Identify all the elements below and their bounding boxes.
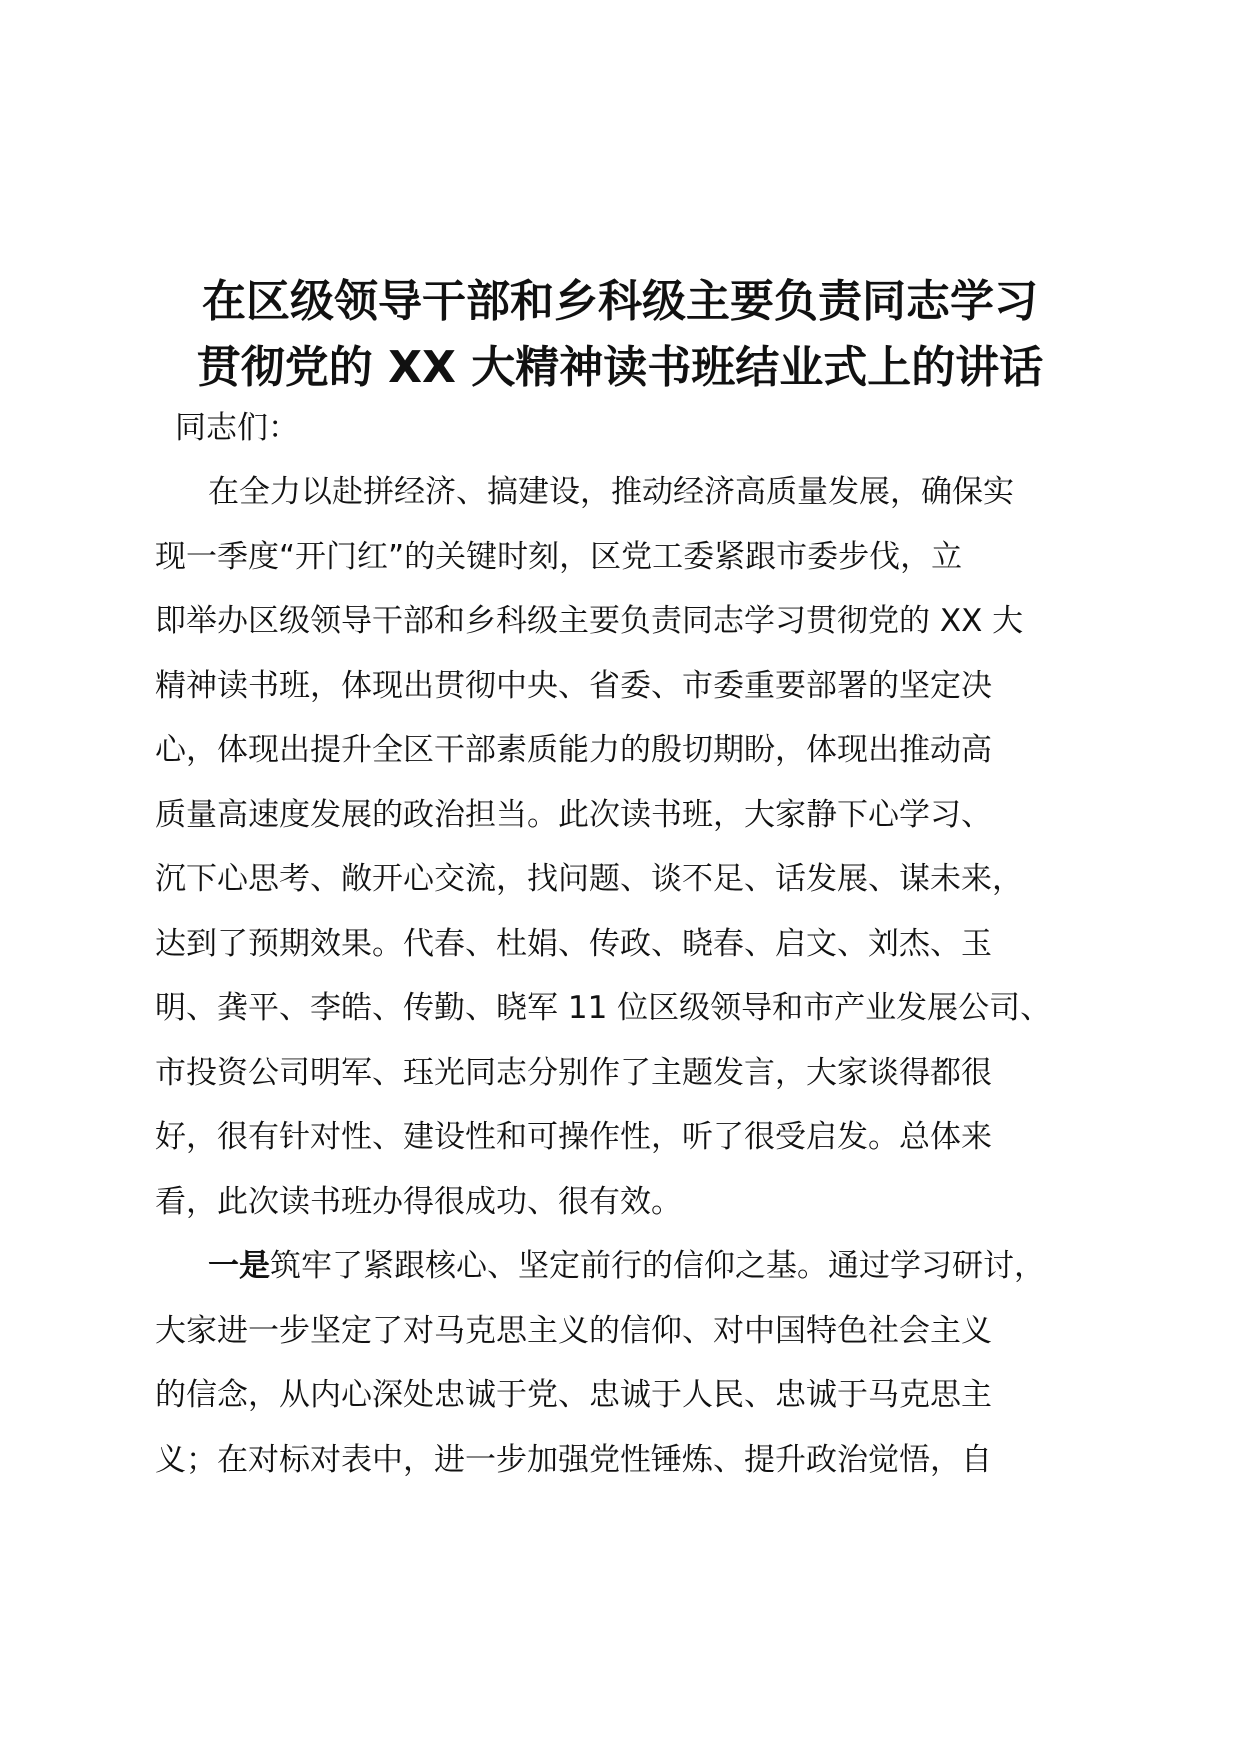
para1-line: 好，很有针对性、建设性和可操作性，听了很受启发。总体来 bbox=[155, 1119, 992, 1155]
para2-line: 大家进一步坚定了对马克思主义的信仰、对中国特色社会主义 bbox=[155, 1312, 992, 1349]
para2-line: 的信念，从内心深处忠诚于党、忠诚于人民、忠诚于马克思主 bbox=[155, 1377, 992, 1413]
salutation: 同志们： bbox=[175, 410, 299, 446]
para1-line: 市投资公司明军、珏光同志分别作了主题发言，大家谈得都很 bbox=[155, 1054, 992, 1091]
para2-line: 义；在对标对表中，进一步加强党性锤炼、提升政治觉悟，自 bbox=[155, 1441, 992, 1478]
para1-line: 达到了预期效果。代春、杜娟、传政、晓春、启文、刘杰、玉 bbox=[155, 925, 992, 962]
title-line-2: 贯彻党的 XX 大精神读书班结业式上的讲话 bbox=[196, 342, 1044, 394]
para1-line: 质量高速度发展的政治担当。此次读书班，大家静下心学习、 bbox=[155, 796, 992, 833]
para1-line: 看，此次读书班办得很成功、很有效。 bbox=[155, 1183, 682, 1220]
para1-line: 沉下心思考、敞开心交流，找问题、谈不足、话发展、谋未来， bbox=[155, 861, 1023, 897]
para2-lead: 一是 bbox=[208, 1248, 270, 1284]
document-title bbox=[140, 269, 1100, 401]
para1-line: 精神读书班，体现出贯彻中央、省委、市委重要部署的坚定决 bbox=[155, 667, 992, 704]
para1-line: 现一季度“开门红”的关键时刻，区党工委紧跟市委步伐，立 bbox=[155, 538, 963, 575]
para2-first-line bbox=[155, 1234, 1115, 1299]
para1-line: 即举办区级领导干部和乡科级主要负责同志学习贯彻党的 XX 大 bbox=[155, 603, 1024, 639]
para1-line: 明、龚平、李皓、传勤、晓军 11 位区级领导和市产业发展公司、 bbox=[155, 990, 1052, 1026]
speech-body bbox=[155, 460, 1115, 1492]
para1-line: 在全力以赴拼经济、搞建设，推动经济高质量发展，确保实 bbox=[208, 474, 1014, 510]
para1-line: 心，体现出提升全区干部素质能力的殷切期盼，体现出推动高 bbox=[155, 732, 992, 768]
title-line-1: 在区级领导干部和乡科级主要负责同志学习 bbox=[202, 276, 1038, 328]
para2-first-rest: 筑牢了紧跟核心、坚定前行的信仰之基。通过学习研讨， bbox=[270, 1248, 1045, 1284]
